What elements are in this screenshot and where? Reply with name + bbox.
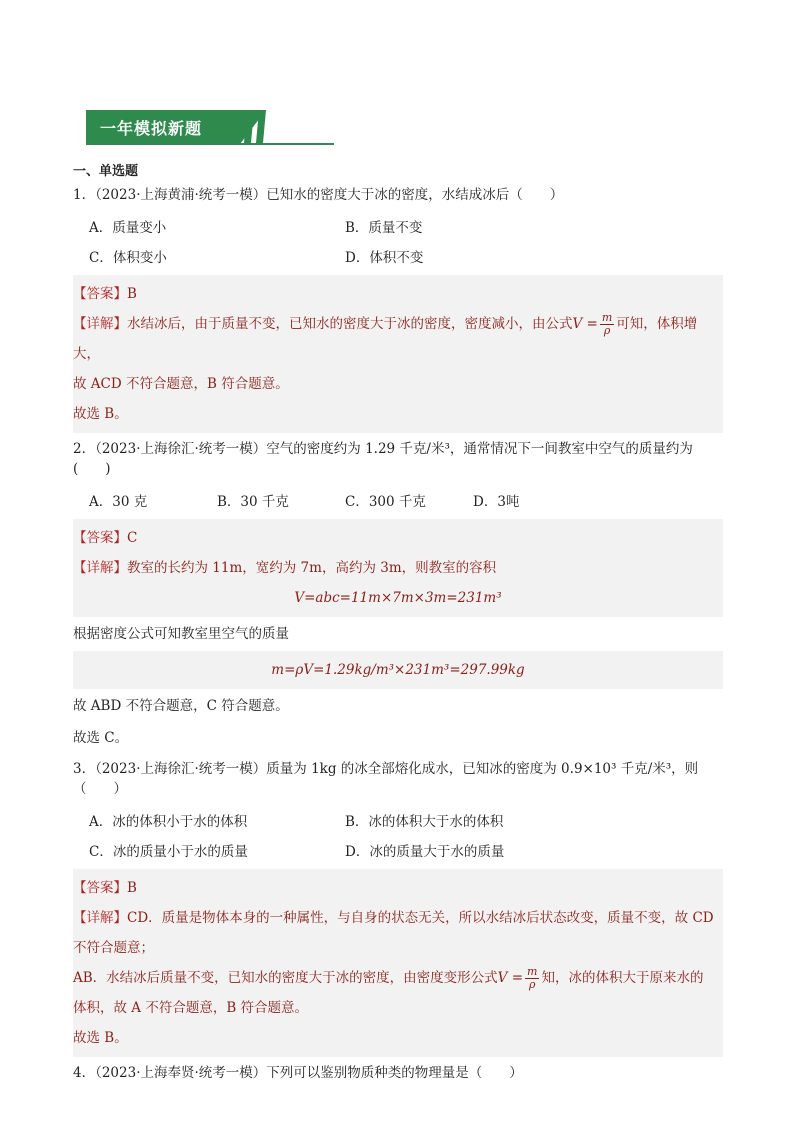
formula-fraction: [525, 966, 539, 991]
question-1-stem: 1．（2023·上海黄浦·统考一模）已知水的密度大于冰的密度，水结成冰后（ ）: [73, 187, 564, 203]
detail-text: 可知，体积增大，: [73, 316, 698, 362]
detail-text: 知，冰的体积大于原来水的: [541, 970, 704, 986]
detail-text: 故 ACD 不符合题意，B 符合题意。: [73, 376, 289, 392]
detail-text: 不符合题意；: [73, 940, 154, 956]
fraction-denominator: ρ: [529, 978, 536, 991]
explanation-text: 根据密度公式可知教室里空气的质量: [73, 626, 289, 642]
answer-value: B: [127, 880, 137, 896]
fraction-numerator: m: [601, 311, 613, 324]
detail-tag: 【详解】: [73, 316, 127, 332]
fraction-numerator: m: [527, 965, 538, 978]
answer-value: B: [127, 286, 137, 302]
conclusion: 故选 B。: [73, 1030, 128, 1046]
banner-title: 一年模拟新题: [100, 119, 203, 138]
volume-formula: V=abc=11m×7m×3m=231m³: [294, 590, 502, 606]
option-c: C．体积变小: [89, 250, 167, 266]
detail-text: 水结冰后，由于质量不变，已知水的密度大于冰的密度，密度减小，由公式: [127, 316, 573, 332]
question-4-stem: 4．（2023·上海奉贤·统考一模）下列可以鉴别物质种类的物理量是（ ）: [73, 1065, 523, 1081]
option-d: D．体积不变: [345, 250, 424, 266]
question-2-answer-block: [73, 519, 723, 617]
explanation-text: 故 ABD 不符合题意，C 符合题意。: [73, 698, 289, 714]
option-d: D．冰的质量大于水的质量: [345, 844, 505, 860]
question-2-mass-formula-block: [73, 651, 723, 689]
detail-text: 教室的长约为 11m，宽约为 7m，高约为 3m，则教室的容积: [127, 560, 497, 576]
section-title: 一、单选题: [73, 164, 139, 179]
question-3-answer-block: [73, 869, 723, 1057]
document-body: [73, 160, 723, 1091]
option-c: C．300 千克: [345, 494, 426, 510]
answer-tag: 【答案】: [73, 880, 127, 896]
question-1-answer-block: [73, 275, 723, 433]
answer-value: C: [127, 530, 138, 546]
question-2-options: [89, 487, 723, 517]
option-b: B．30 千克: [217, 494, 289, 510]
detail-tag: 【详解】: [73, 560, 127, 576]
question-1-options: [89, 213, 723, 273]
answer-tag: 【答案】: [73, 530, 127, 546]
formula-lhs: V =: [572, 316, 598, 332]
option-c: C．冰的质量小于水的质量: [89, 844, 248, 860]
fraction-denominator: ρ: [603, 324, 611, 337]
option-b: B．质量不变: [345, 220, 423, 236]
option-a: A．30 克: [89, 494, 148, 510]
option-a: A．冰的体积小于水的体积: [89, 814, 248, 830]
detail-tag: 【详解】: [73, 910, 127, 926]
detail-text: AB．水结冰后质量不变，已知水的密度大于冰的密度，由密度变形公式: [73, 970, 498, 986]
detail-text: CD．质量是物体本身的一种属性，与自身的状态无关，所以水结冰后状态改变，质量不变，故 CD: [127, 910, 714, 926]
option-d: D．3吨: [473, 494, 520, 510]
option-b: B．冰的体积大于水的体积: [345, 814, 504, 830]
detail-text: 体积，故 A 不符合题意，B 符合题意。: [73, 1000, 309, 1016]
option-a: A．质量变小: [89, 220, 167, 236]
section-banner: [86, 110, 334, 146]
answer-tag: 【答案】: [73, 286, 127, 302]
formula-fraction: [600, 312, 614, 337]
question-3-stem: 3．（2023·上海徐汇·统考一模）质量为 1kg 的冰全部熔化成水，已知冰的密度为 0.9×10³ 千克/米³，则（ ）: [73, 761, 699, 797]
mass-formula: m=ρV=1.29kg/m³×231m³=297.99kg: [271, 662, 525, 678]
question-3-options: [89, 807, 723, 867]
conclusion: 故选 B。: [73, 406, 128, 422]
formula-lhs: V =: [497, 970, 524, 986]
conclusion: 故选 C。: [73, 730, 129, 746]
question-2-stem: 2．（2023·上海徐汇·统考一模）空气的密度约为 1.29 千克/米³，通常情况下一间教室中空气的质量约为( ): [73, 441, 693, 477]
banner-underline: [86, 143, 334, 145]
